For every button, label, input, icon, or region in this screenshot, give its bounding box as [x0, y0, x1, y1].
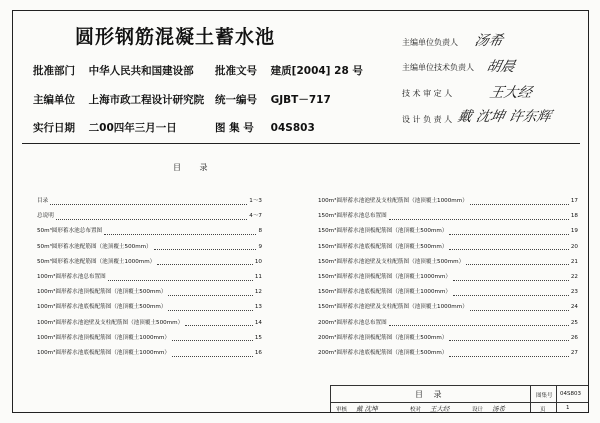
toc-entry-page: 19: [570, 228, 578, 235]
sign-label-chief: 主编单位负责人: [402, 38, 458, 47]
toc-entry-page: 1～3: [249, 198, 262, 204]
toc-row: [318, 241, 578, 253]
toc-leader-dots: [154, 243, 257, 250]
toc-entry-title: 150m³圆形蓄水池池壁及支柱配筋图（池顶覆土1000mm）: [318, 304, 468, 311]
signature-chief: 汤希: [473, 33, 505, 49]
signature-reviewer: 王大经: [488, 85, 534, 101]
title-block-left-border: [330, 385, 331, 412]
toc-leader-dots: [449, 334, 568, 341]
toc-row: [37, 317, 262, 329]
toc-entry-page: 15: [254, 334, 262, 341]
title-block-atlas-no: 04S803: [560, 391, 581, 397]
toc-entry-page: 17: [570, 198, 578, 204]
meta-editor-unit: 主编单位 上海市政工程设计研究院: [33, 94, 205, 106]
toc-leader-dots: [470, 198, 569, 205]
toc-entry-page: 26: [570, 334, 578, 341]
toc-leader-dots: [453, 274, 569, 281]
title-block-check-label: 校对: [410, 407, 422, 413]
toc-entry-title: 150m³圆形蓄水池顶板配筋图（池顶覆土1000mm）: [318, 274, 452, 280]
meta-effective-date: 实行日期 二00四年三月一日: [33, 122, 177, 134]
toc-entry-page: 12: [254, 289, 262, 296]
toc-row: [37, 347, 262, 359]
toc-entry-title: 150m³圆形蓄水池底板配筋图（池顶覆土500mm）: [318, 243, 448, 250]
toc-row: [37, 286, 262, 298]
toc-row: [37, 195, 262, 207]
toc-leader-dots: [449, 228, 568, 235]
toc-row: [318, 256, 578, 268]
toc-leader-dots: [466, 258, 569, 265]
toc-leader-dots: [172, 334, 253, 341]
toc-entry-title: 50m³圆形蓄水池配筋图（池顶覆土500mm）: [37, 243, 152, 250]
toc-entry-title: 目录: [37, 198, 49, 204]
toc-entry-title: 100m³圆形蓄水池底板配筋图（池顶覆土500mm）: [37, 304, 167, 311]
toc-entry-title: 200m³圆形蓄水池顶板配筋图（池顶覆土500mm）: [318, 334, 448, 341]
toc-entry-page: 27: [570, 350, 578, 356]
toc-row: [37, 210, 262, 222]
toc-row: [37, 271, 262, 283]
toc-entry-title: 100m³圆形蓄水池顶板配筋图（池顶覆土500mm）: [37, 289, 167, 296]
toc-entry-page: 4～7: [249, 213, 262, 220]
title-block-divider-2: [556, 385, 557, 412]
toc-entry-page: 13: [254, 304, 262, 311]
toc-row: [318, 271, 578, 283]
toc-row: [318, 332, 578, 344]
title-block-mid-border: [330, 402, 588, 403]
toc-row: [37, 301, 262, 313]
toc-entry-title: 150m³圆形蓄水池池壁及支柱配筋图（池顶覆土500mm）: [318, 258, 465, 265]
title-block-check-sig: 王大经: [430, 405, 450, 413]
toc-entry-page: 21: [570, 258, 578, 265]
title-block-review-label: 审核: [336, 407, 348, 413]
meta-approval-no: 批准文号 建质[2004] 28 号: [215, 65, 363, 77]
toc-leader-dots: [172, 350, 253, 357]
toc-entry-title: 100m³圆形蓄水池池壁及支柱配筋图（池顶覆土500mm）: [37, 319, 184, 326]
title-block-divider-1: [530, 385, 531, 412]
toc-leader-dots: [50, 198, 247, 205]
toc-row: [318, 225, 578, 237]
toc-row: [318, 286, 578, 298]
toc-entry-page: 11: [254, 274, 262, 280]
toc-row: [37, 225, 262, 237]
toc-entry-title: 150m³圆形蓄水池顶板配筋图（池顶覆土500mm）: [318, 228, 448, 235]
toc-entry-title: 200m³圆形蓄水池底板配筋图（池顶覆土500mm）: [318, 350, 448, 356]
toc-leader-dots: [470, 304, 569, 311]
title-block-design-sig: 汤希: [492, 405, 505, 413]
toc-leader-dots: [168, 304, 252, 311]
toc-entry-title: 150m³圆形蓄水池总布置图: [318, 213, 387, 220]
toc-heading: 目 录: [173, 163, 216, 172]
toc-entry-page: 24: [570, 304, 578, 311]
toc-entry-title: 100m³圆形蓄水池池壁及支柱配筋图（池顶覆土1000mm）: [318, 198, 468, 204]
title-block-atlas-label: 图集号: [536, 393, 553, 399]
toc-leader-dots: [56, 213, 247, 220]
toc-entry-page: 16: [254, 350, 262, 356]
toc-entry-title: 50m³圆形蓄水池配筋图（池顶覆土1000mm）: [37, 258, 156, 265]
toc-entry-page: 25: [570, 319, 578, 326]
toc-row: [318, 347, 578, 359]
toc-entry-title: 200m³圆形蓄水池总布置图: [318, 319, 387, 326]
header-divider: [22, 143, 580, 144]
toc-entry-page: 23: [570, 289, 578, 296]
toc-entry-title: 100m³圆形蓄水池总布置图: [37, 274, 106, 280]
title-block-top-border: [330, 385, 588, 386]
title-block-title: 目 录: [415, 390, 446, 399]
toc-entry-title: 总说明: [37, 213, 54, 220]
toc-row: [318, 195, 578, 207]
toc-entry-page: 20: [570, 243, 578, 250]
toc-entry-page: 22: [570, 274, 578, 280]
toc-leader-dots: [389, 213, 569, 220]
toc-row: [318, 317, 578, 329]
toc-leader-dots: [449, 243, 568, 250]
toc-row: [318, 301, 578, 313]
toc-leader-dots: [449, 350, 568, 357]
toc-row: [318, 210, 578, 222]
sign-label-tech-chief: 主编单位技术负责人: [402, 63, 474, 72]
toc-leader-dots: [157, 258, 253, 265]
signature-tech-chief: 胡晨: [485, 59, 517, 75]
signature-designer: 戴 沈坤 许东辉: [456, 109, 553, 125]
toc-entry-page: 10: [254, 258, 262, 265]
toc-entry-title: 150m³圆形蓄水池底板配筋图（池顶覆土1000mm）: [318, 289, 452, 296]
meta-atlas-no: 图 集 号 04S803: [215, 122, 315, 134]
toc-leader-dots: [168, 289, 252, 296]
meta-unified-no: 统一编号 GJBT－717: [215, 94, 331, 106]
toc-leader-dots: [108, 274, 253, 281]
title-block-page-no: 1: [566, 405, 570, 411]
toc-leader-dots: [104, 228, 256, 235]
toc-entry-page: 18: [570, 213, 578, 220]
toc-entry-title: 100m³圆形蓄水池底板配筋图（池顶覆土1000mm）: [37, 350, 171, 356]
title-block-page-label: 页: [540, 407, 546, 413]
toc-leader-dots: [185, 319, 253, 326]
atlas-title: 圆形钢筋混凝土蓄水池: [75, 26, 276, 48]
toc-entry-page: 8: [258, 228, 262, 235]
title-block-design-label: 设计: [472, 407, 484, 413]
toc-entry-title: 100m³圆形蓄水池顶板配筋图（池顶覆土1000mm）: [37, 334, 171, 341]
toc-leader-dots: [453, 289, 569, 296]
toc-row: [37, 332, 262, 344]
sign-label-reviewer: 技 术 审 定 人: [402, 89, 453, 98]
sign-label-designer: 设 计 负 责 人: [402, 115, 453, 124]
meta-approval-dept: 批准部门 中华人民共和国建设部: [33, 65, 194, 77]
toc-entry-page: 9: [258, 243, 262, 250]
toc-row: [37, 241, 262, 253]
toc-entry-title: 50m³圆形蓄水池总布置图: [37, 228, 103, 235]
toc-leader-dots: [389, 319, 569, 326]
title-block-review-sig: 戴 沈坤: [356, 405, 378, 413]
toc-row: [37, 256, 262, 268]
toc-entry-page: 14: [254, 319, 262, 326]
